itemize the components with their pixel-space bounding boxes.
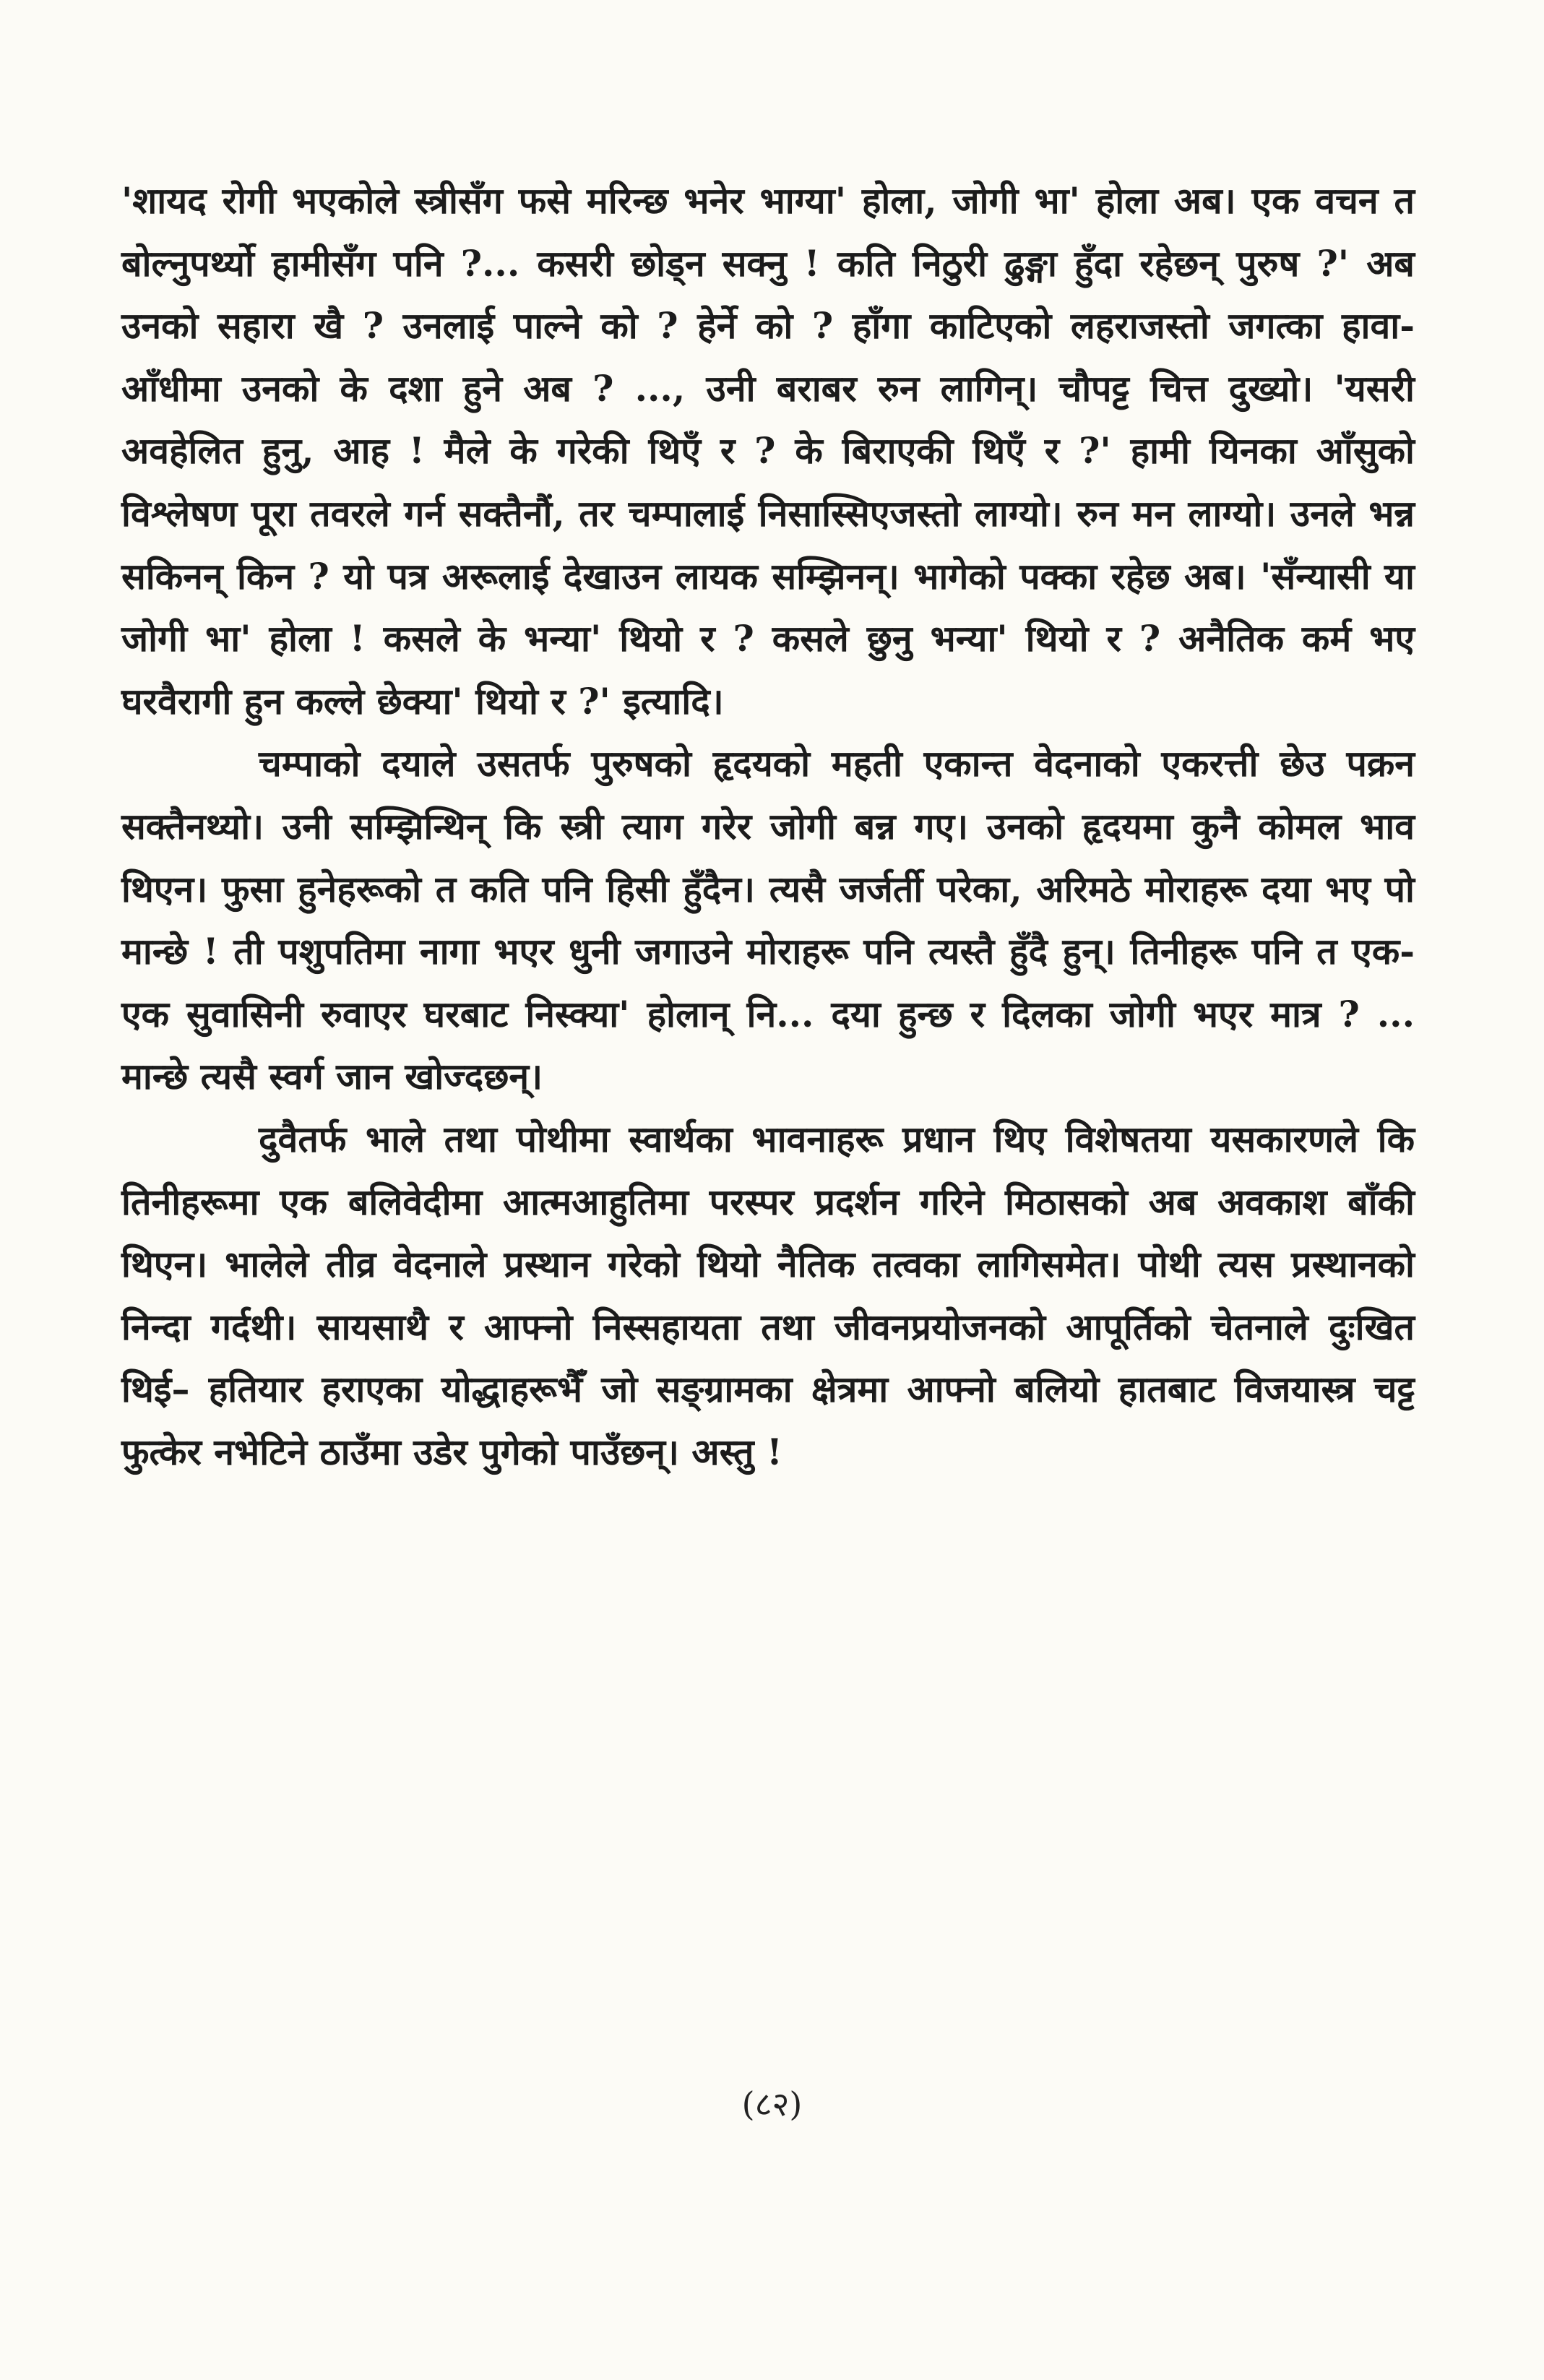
- page-number: (८२): [741, 2084, 803, 2124]
- body-text: [121, 170, 1415, 1483]
- paragraph-1: 'शायद रोगी भएकोले स्त्रीसँग फसे मरिन्छ भनेर भाग्या' होला, जोगी भा' होला अब। एक वचन त बोल्नुपर्थ्यो हामीसँग पनि ?... कसरी छोड्न सक्नु ! कति निठुरी ढुङ्गा हुँदा रहेछन् पुरुष ?' अब उनको सहारा खै ? उनलाई पाल्ने को ? हेर्ने को ? हाँगा काटिएको लहराजस्तो जगत्का हावा-आँधीमा उनको के दशा हुने अब ? ..., उनी बराबर रुन लागिन्। चौपट्ट चित्त दुख्यो। 'यसरी अवहेलित हुनु, आह ! मैले के गरेकी थिएँ र ? के बिराएकी थिएँ र ?' हामी यिनका आँसुको विश्लेषण पूरा तवरले गर्न सक्तैनौं, तर चम्पालाई निसास्सिएजस्तो लाग्यो। रुन मन लाग्यो। उनले भन्न सकिनन् किन ? यो पत्र अरूलाई देखाउन लायक सम्झिनन्। भागेको पक्का रहेछ अब। 'सँन्यासी या जोगी भा' होला ! कसले के भन्या' थियो र ? कसले छुनु भन्या' थियो र ? अनैतिक कर्म भए घरवैरागी हुन कल्ले छेक्या' थियो र ?' इत्यादि।: [121, 179, 1415, 723]
- paragraph-3: दुवैतर्फ भाले तथा पोथीमा स्वार्थका भावनाहरू प्रधान थिए विशेषतया यसकारणले कि तिनीहरूमा एक बलिवेदीमा आत्मआहुतिमा परस्पर प्रदर्शन गरिने मिठासको अब अवकाश बाँकी थिएन। भालेले तीव्र वेदनाले प्रस्थान गरेको थियो नैतिक तत्वका लागिसमेत। पोथी त्यस प्रस्थानको निन्दा गर्दथी। सायसाथै र आफ्नो निस्सहायता तथा जीवनप्रयोजनको आपूर्तिको चेतनाले दुःखित थिई– हतियार हराएका योद्धाहरूभैँ जो सङ्ग्रामका क्षेत्रमा आफ्नो बलियो हातबाट विजयास्त्र चट्ट फुत्केर नभेटिने ठाउँमा उडेर पुगेको पाउँछन्। अस्तु !: [121, 1117, 1415, 1473]
- paragraph-2: चम्पाको दयाले उसतर्फ पुरुषको हृदयको महती एकान्त वेदनाको एकरत्ती छेउ पक्रन सक्तैनथ्यो। उनी सम्झिन्थिन् कि स्त्री त्याग गरेर जोगी बन्न गए। उनको हृदयमा कुनै कोमल भाव थिएन। फुसा हुनेहरूको त कति पनि हिसी हुँदैन। त्यसै जर्जर्ती परेका, अरिमठे मोराहरू दया भए पो मान्छे ! ती पशुपतिमा नागा भएर धुनी जगाउने मोराहरू पनि त्यस्तै हुँदै हुन्। तिनीहरू पनि त एक-एक सुवासिनी रुवाएर घरबाट निस्क्या' होलान् नि... दया हुन्छ र दिलका जोगी भएर मात्र ? ... मान्छे त्यसै स्वर्ग जान खोज्दछन्।: [121, 742, 1415, 1098]
